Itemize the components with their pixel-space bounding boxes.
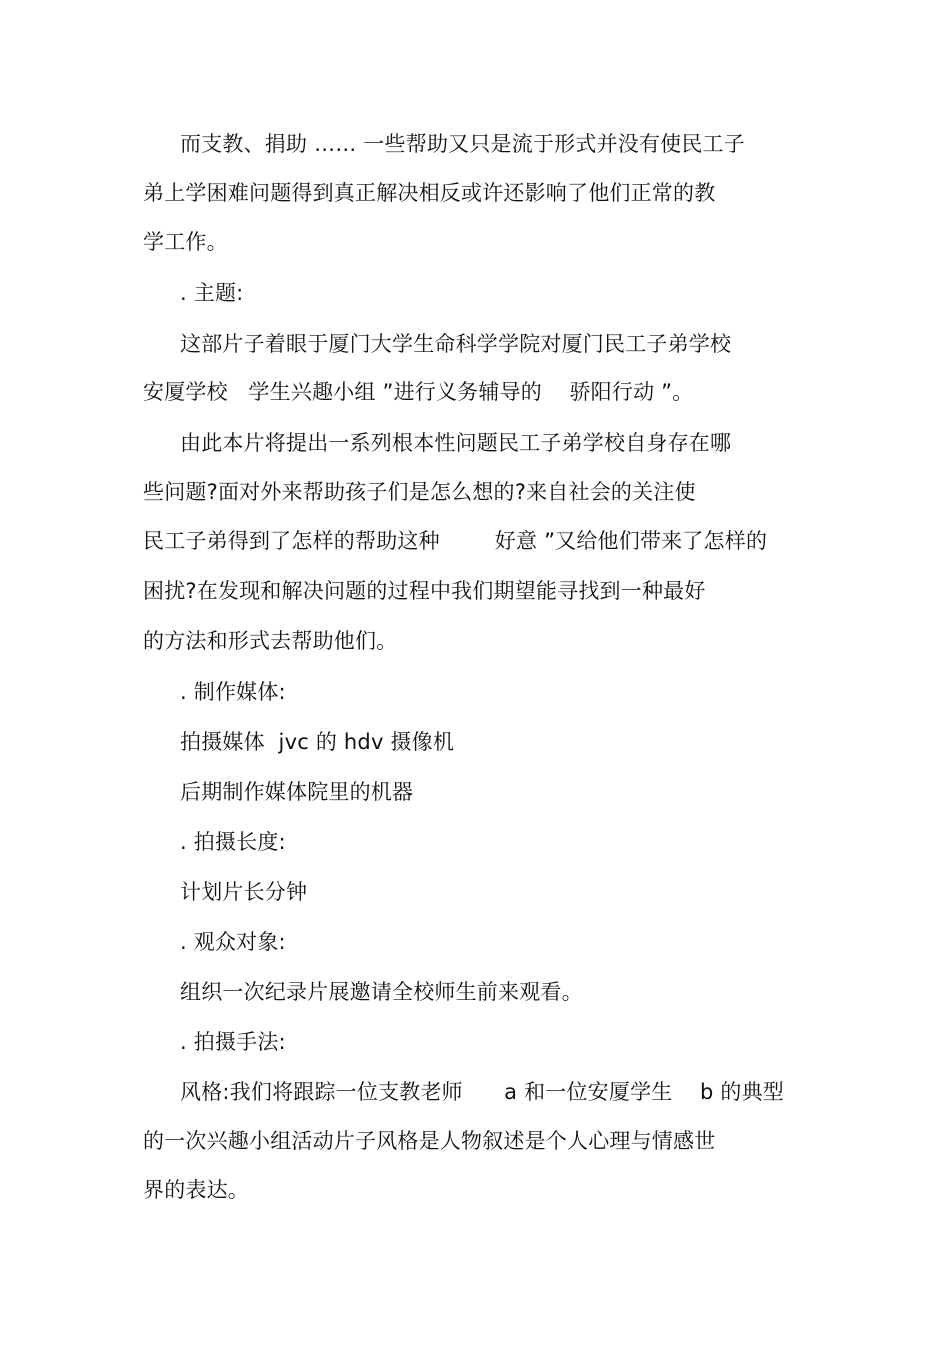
media-post-line: 后期制作媒体院里的机器 [180, 780, 414, 804]
paragraph-line: 由此本片将提出一系列根本性问题民工子弟学校自身存在哪 [180, 431, 732, 455]
section-heading-audience: . 观众对象: [180, 930, 286, 954]
length-line: 计划片长分钟 [180, 880, 308, 904]
media-shoot-line: 拍摄媒体 jvc 的 hdv 摄像机 [180, 730, 455, 754]
paragraph-line: 弟上学困难问题得到真正解决相反或许还影响了他们正常的教 [143, 181, 716, 205]
paragraph-line: 的方法和形式去帮助他们。 [143, 629, 398, 653]
paragraph-line: 风格:我们将跟踪一位支教老师 a 和一位安厦学生 b 的典型 [180, 1080, 784, 1104]
paragraph-line: 学工作。 [143, 230, 228, 254]
paragraph-line: 这部片子着眼于厦门大学生命科学学院对厦门民工子弟学校 [180, 332, 732, 356]
paragraph-line: 而支教、捐助 …… 一些帮助又只是流于形式并没有使民工子 [180, 132, 745, 156]
paragraph-line: 困扰?在发现和解决问题的过程中我们期望能寻找到一种最好 [143, 579, 706, 603]
audience-line: 组织一次纪录片展邀请全校师生前来观看。 [180, 980, 583, 1004]
section-heading-media: . 制作媒体: [180, 680, 286, 704]
paragraph-line: 界的表达。 [143, 1178, 249, 1202]
paragraph-line: 些问题?面对外来帮助孩子们是怎么想的?来自社会的关注使 [143, 480, 696, 504]
section-heading-length: . 拍摄长度: [180, 830, 286, 854]
paragraph-line: 的一次兴趣小组活动片子风格是人物叙述是个人心理与情感世 [143, 1129, 716, 1153]
paragraph-line: 安厦学校 学生兴趣小组 ”进行义务辅导的 骄阳行动 ”。 [143, 380, 694, 404]
paragraph-line: 民工子弟得到了怎样的帮助这种 好意 ”又给他们带来了怎样的 [143, 529, 768, 553]
section-heading-theme: . 主题: [180, 281, 244, 305]
section-heading-technique: . 拍摄手法: [180, 1030, 286, 1054]
